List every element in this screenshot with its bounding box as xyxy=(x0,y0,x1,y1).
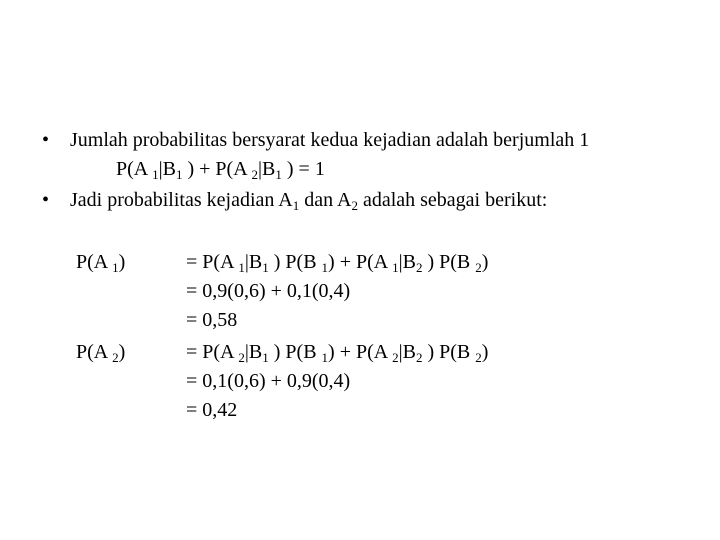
label-part: ) xyxy=(118,251,126,273)
text-part: Jadi probabilitas kejadian A xyxy=(70,189,293,211)
expr-part: = P(A xyxy=(186,341,239,363)
expr-subscript: 2 xyxy=(238,350,245,365)
label-subscript: 2 xyxy=(112,350,119,365)
expr-part: ) P(B xyxy=(268,341,322,363)
calc-a2-line2: = 0,1(0,6) + 0,9(0,4) xyxy=(186,370,351,392)
expr-subscript: 1 xyxy=(321,260,329,275)
expr-subscript: 1 xyxy=(392,260,399,275)
expr-subscript: 1 xyxy=(321,350,329,365)
label-p-a1 xyxy=(76,250,125,280)
expr-part: |B xyxy=(398,341,416,363)
formula-part: ) + P(A xyxy=(182,158,252,180)
expr-part: |B xyxy=(398,251,416,273)
expr-subscript: 2 xyxy=(475,350,482,365)
label-subscript: 1 xyxy=(112,260,119,275)
expr-part: ) P(B xyxy=(422,341,476,363)
expr-part: |B xyxy=(244,251,263,273)
text-part: adalah sebagai berikut: xyxy=(357,189,548,211)
expr-subscript: 2 xyxy=(392,350,399,365)
label-part: P(A xyxy=(76,341,113,363)
expr-subscript: 2 xyxy=(415,260,423,275)
expr-part: ) + P(A xyxy=(328,251,393,273)
text-part: dan A xyxy=(299,189,352,211)
label-part: ) xyxy=(118,341,126,363)
expr-part: = P(A xyxy=(186,251,239,273)
formula-sum xyxy=(116,157,325,187)
expr-part: ) P(B xyxy=(268,251,322,273)
expr-subscript: 1 xyxy=(262,350,269,365)
bullet-marker: • xyxy=(42,129,50,151)
bullet-marker: • xyxy=(42,189,50,211)
formula-part: |B xyxy=(158,158,176,180)
calc-a2-line1 xyxy=(186,340,488,370)
text-subscript: 1 xyxy=(292,198,300,213)
expr-subscript: 1 xyxy=(262,260,269,275)
calc-a1-line2: = 0,9(0,6) + 0,1(0,4) xyxy=(186,280,351,302)
expr-part: ) + P(A xyxy=(328,341,393,363)
calc-a2-result: = 0,42 xyxy=(186,399,238,421)
formula-part: ) = 1 xyxy=(281,158,325,180)
formula-subscript: 1 xyxy=(175,167,183,182)
expr-part: |B xyxy=(244,341,263,363)
text-subscript: 2 xyxy=(351,198,358,213)
formula-subscript: 1 xyxy=(275,167,282,182)
formula-part: P(A xyxy=(116,158,153,180)
formula-part: |B xyxy=(258,158,276,180)
bullet-text-sum-rule: Jumlah probabilitas bersyarat kedua kejadian adalah berjumlah 1 xyxy=(70,129,590,151)
label-p-a2 xyxy=(76,340,125,370)
formula-subscript: 2 xyxy=(251,167,259,182)
expr-part: ) xyxy=(481,341,489,363)
expr-subscript: 1 xyxy=(238,260,245,275)
calc-a1-result: = 0,58 xyxy=(186,309,238,331)
expr-subscript: 2 xyxy=(475,260,482,275)
bullet-text-intro xyxy=(70,188,547,218)
label-part: P(A xyxy=(76,251,113,273)
expr-subscript: 2 xyxy=(415,350,423,365)
formula-subscript: 1 xyxy=(152,167,159,182)
expr-part: ) xyxy=(481,251,489,273)
expr-part: ) P(B xyxy=(422,251,476,273)
calc-a1-line1 xyxy=(186,250,488,280)
